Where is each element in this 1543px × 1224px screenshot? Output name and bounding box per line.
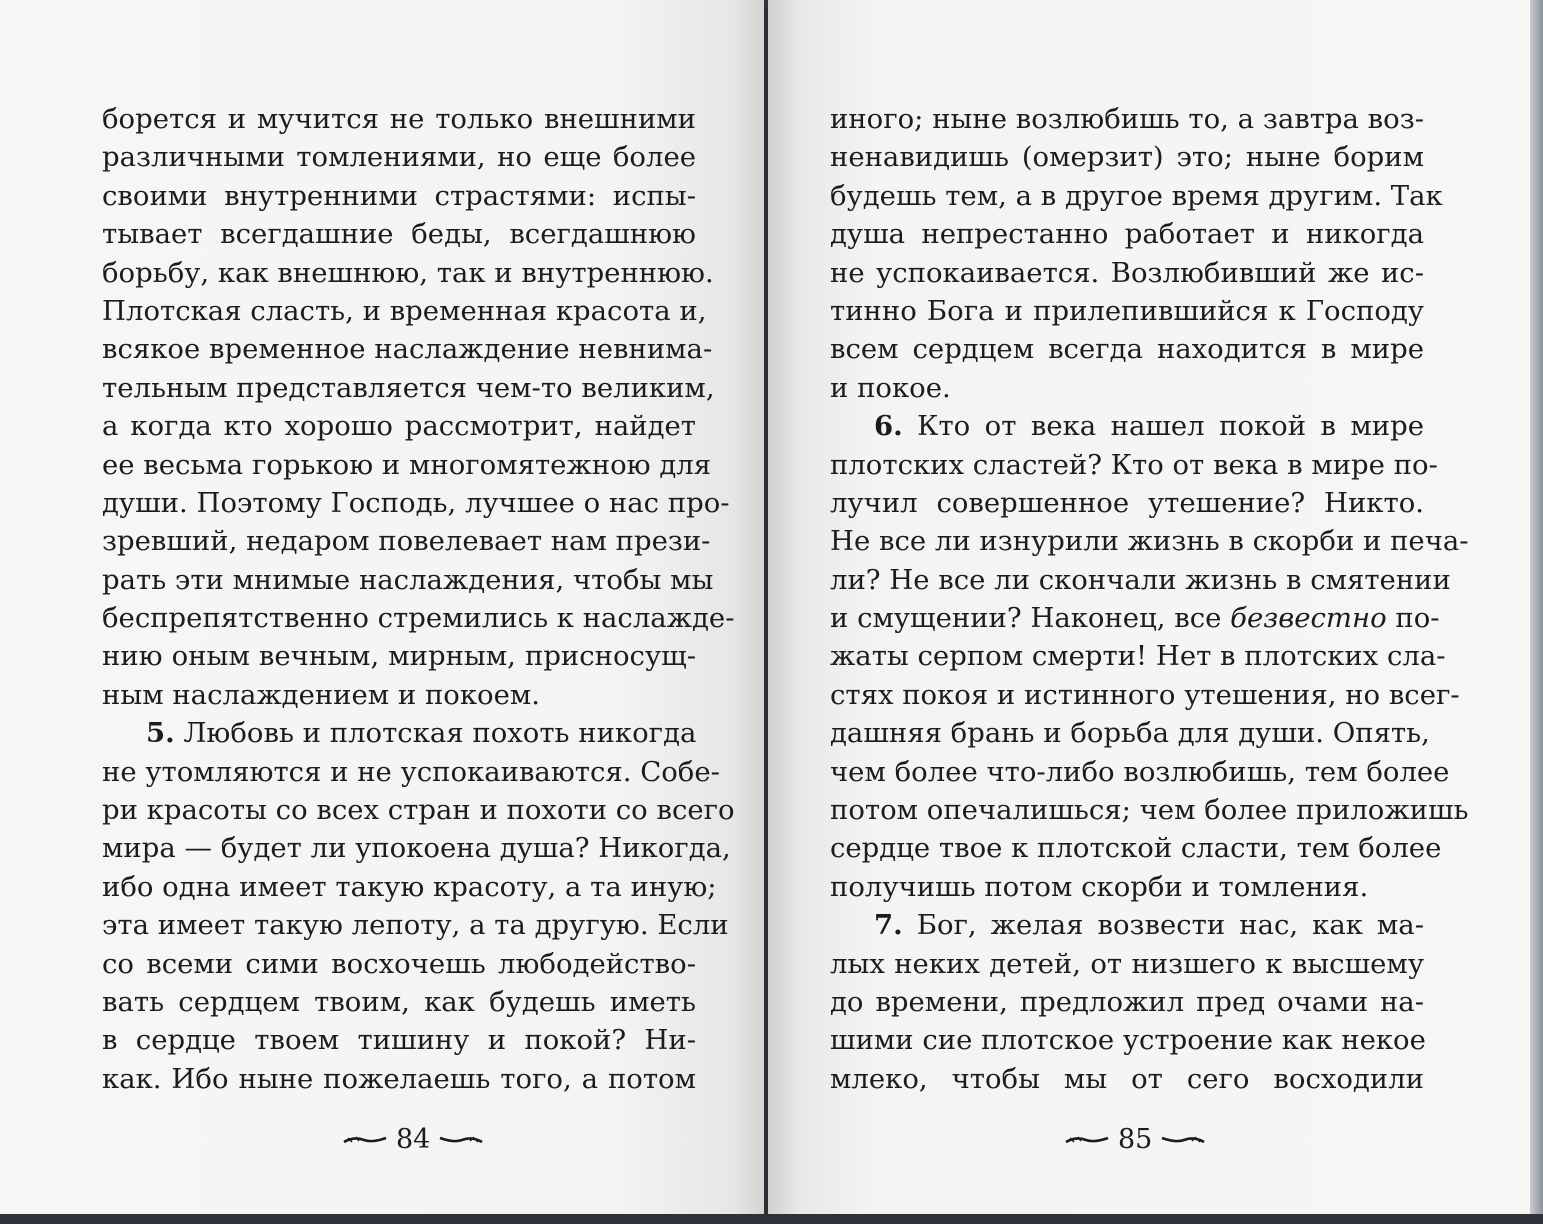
text-line: нию оным вечным, мирным, присносущ- [102, 640, 696, 673]
text-line: стях покоя и истинного утешения, но всег- [830, 678, 1460, 711]
text-line: мира — будет ли упокоена душа? Никогда, [102, 832, 731, 865]
text-line: эта имеет такую лепоту, а та другую. Если [102, 909, 729, 942]
text-line: жаты серпом смерти! Нет в плотских сла- [830, 640, 1446, 673]
book-cover-edge [0, 1214, 1543, 1224]
text-line: будешь тем, а в другое время другим. Так [830, 179, 1443, 212]
ornament-left-icon [342, 1133, 388, 1147]
page-number-footer [342, 1124, 484, 1155]
text-segment: и смущении? Наконец, все [830, 602, 1222, 635]
text-segment: по- [1395, 602, 1440, 635]
left-page-text [102, 100, 735, 1098]
text-line: тельным представляется чем-то великим, [102, 371, 715, 404]
text-line: Кто от века нашел покой в мире [917, 410, 1424, 443]
text-line: беспрепятственно стремились к наслажде- [102, 602, 735, 635]
page-number-footer [1064, 1124, 1206, 1155]
text-line: души. Поэтому Господь, лучшее о нас про- [102, 486, 730, 519]
page-edges [1530, 0, 1543, 1224]
text-line: ибо одна имеет такую красоту, а та иную; [102, 870, 717, 903]
text-line: чем более что-либо возлюбишь, тем более [830, 755, 1450, 788]
text-line: в сердце твоем тишину и покой? Ни- [102, 1024, 696, 1057]
text-line: иного; ныне возлюбишь то, а завтра воз- [830, 103, 1424, 135]
paragraph-start [102, 714, 696, 752]
text-line: душа непрестанно работает и никогда [830, 218, 1424, 251]
ornament-right-icon [1160, 1133, 1206, 1147]
text-line: шими сие плотское устроение как некое [830, 1024, 1426, 1057]
text-line: лучил совершенное утешение? Никто. [830, 486, 1424, 519]
section-number: 5. [146, 717, 175, 750]
text-line: ри красоты со всех стран и похоти со всего [102, 794, 735, 827]
text-line: со всеми сими восхочешь любодейство- [102, 947, 696, 980]
text-line: а когда кто хорошо рассмотрит, найдет [102, 410, 696, 443]
text-line: вать сердцем твоим, как будешь иметь [102, 985, 696, 1018]
left-page [0, 0, 764, 1216]
paragraph-start [830, 407, 1424, 445]
text-line: не утомляются и не успокаиваются. Собе- [102, 755, 720, 788]
text-line: потом опечалишься; чем более приложишь [830, 794, 1469, 827]
section-number: 6. [874, 410, 903, 443]
right-page [768, 0, 1530, 1216]
text-line-with-italic [830, 599, 1440, 637]
text-line: лых неких детей, от низшего к высшему [830, 947, 1424, 980]
text-line: Любовь и плотская похоть никогда [183, 717, 697, 750]
text-line: дашняя брань и борьба для души. Опять, [830, 717, 1430, 750]
text-line: млеко, чтобы мы от сего восходили [830, 1062, 1424, 1095]
text-line: как. Ибо ныне пожелаешь того, а потом [102, 1062, 696, 1095]
text-line: всем сердцем всегда находится в мире [830, 333, 1424, 366]
text-line: не успокаивается. Возлюбивший же ис- [830, 256, 1424, 289]
text-line: зревший, недаром повелевает нам прези- [102, 525, 711, 558]
ornament-left-icon [1064, 1133, 1110, 1147]
text-line: ли? Не все ли скончали жизнь в смятении [830, 563, 1451, 596]
text-line: своими внутренними страстями: испы- [102, 179, 696, 212]
text-line: получишь потом скорби и томления. [830, 870, 1369, 903]
right-page-text [830, 100, 1469, 1098]
text-line: борется и мучится не только внешними [102, 103, 696, 135]
paragraph-start [830, 906, 1424, 944]
text-line: ным наслаждением и покоем. [102, 678, 541, 711]
italic-word: безвестно [1230, 602, 1387, 635]
text-line: тывает всегдашние беды, всегдашнюю [102, 218, 696, 251]
text-line: ее весьма горькою и многомятежною для [102, 448, 712, 481]
text-line: всякое временное наслаждение невнима- [102, 333, 713, 366]
text-line: Бог, желая возвести нас, как ма- [916, 909, 1424, 942]
section-number: 7. [874, 909, 903, 942]
text-line: Плотская сласть, и временная красота и, [102, 294, 707, 327]
text-line: сердце твое к плотской сласти, тем более [830, 832, 1442, 865]
text-line: и покое. [830, 371, 951, 404]
text-line: борьбу, как внешнюю, так и внутреннюю. [102, 256, 714, 289]
text-line: тинно Бога и прилепившийся к Господу [830, 294, 1424, 327]
text-line: Не все ли изнурили жизнь в скорби и печа- [830, 525, 1469, 558]
page-number: 84 [396, 1124, 431, 1155]
text-line: плотских сластей? Кто от века в мире по- [830, 448, 1438, 481]
ornament-right-icon [438, 1133, 484, 1147]
page-number: 85 [1118, 1124, 1153, 1155]
text-line: ненавидишь (омерзит) это; ныне борим [830, 141, 1424, 174]
text-line: различными томлениями, но еще более [102, 141, 696, 174]
text-line: рать эти мнимые наслаждения, чтобы мы [102, 563, 714, 596]
text-line: до времени, предложил пред очами на- [830, 985, 1424, 1018]
